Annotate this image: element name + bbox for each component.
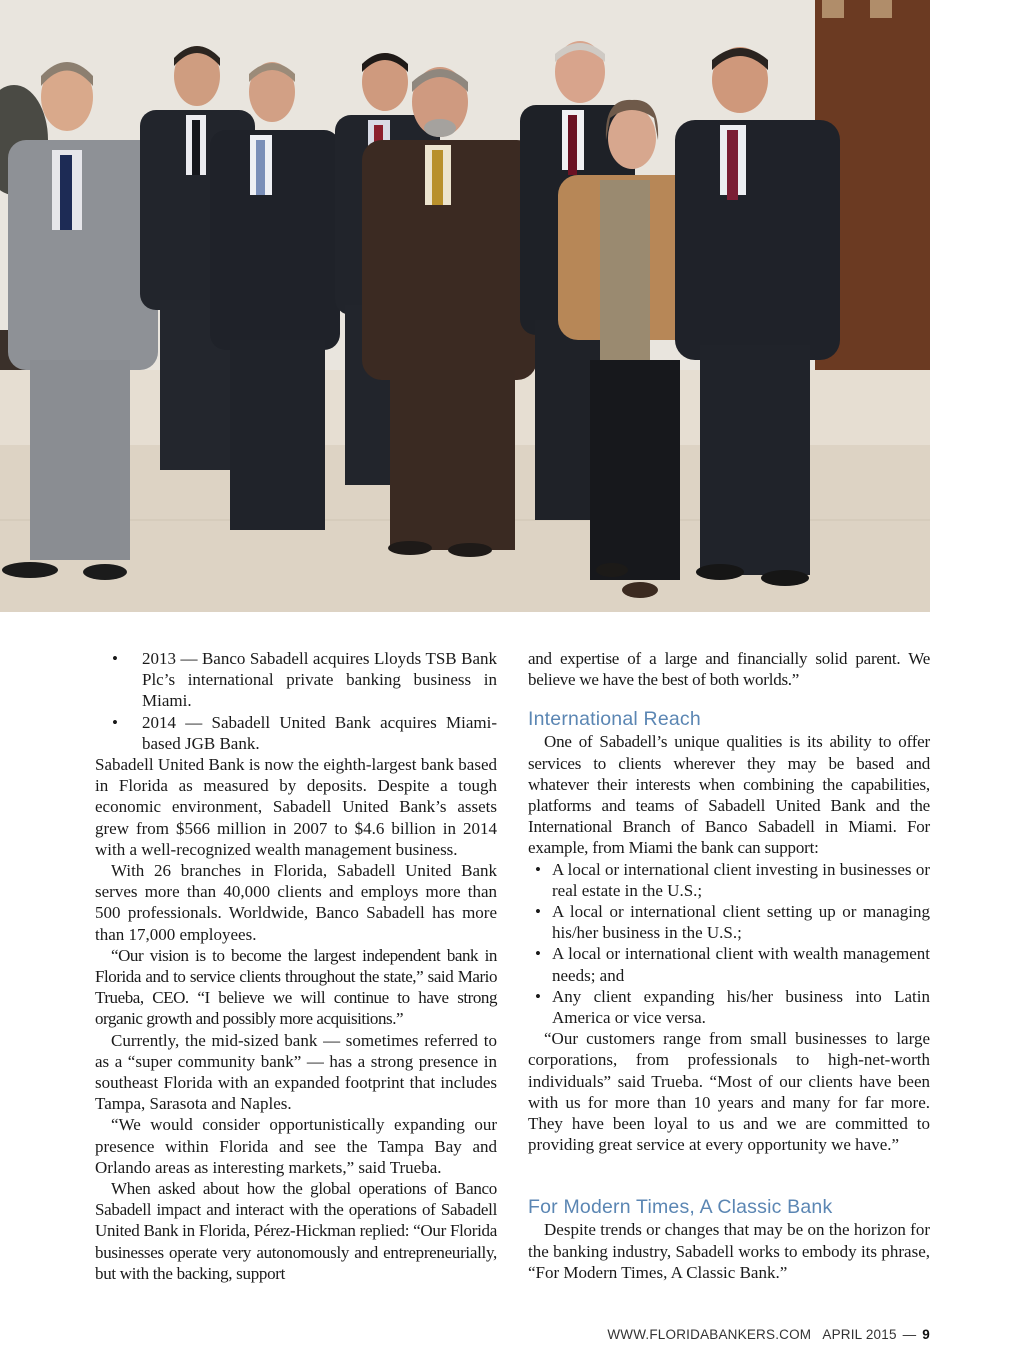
page-number: 9 bbox=[922, 1327, 930, 1342]
body-paragraph: “We would consider opportunistically expanding our presence within Florida and see the Tampa Bay and Orlando areas as interesting markets,” said Trueba. bbox=[95, 1115, 497, 1177]
timeline-item bbox=[95, 648, 497, 712]
body-paragraph: Currently, the mid-sized bank — sometimes referred to as a “super community bank” — has a strong presence in southeast Florida with an expanded footprint that includes Tampa, Sarasota and Naples. bbox=[95, 1030, 497, 1114]
article-left-column bbox=[95, 648, 497, 1284]
services-list-item-text: A local or international client investing in businesses or real estate in the U.S.; bbox=[552, 859, 930, 900]
bullet-marker: • bbox=[535, 944, 541, 964]
bullet-marker: • bbox=[535, 859, 541, 879]
services-list-item bbox=[528, 986, 930, 1028]
timeline-list bbox=[95, 648, 497, 754]
timeline-item-text: 2013 — Banco Sabadell acquires Lloyds TSB Bank Plc’s international private banking business in Miami. bbox=[142, 649, 497, 711]
timeline-item-text: 2014 — Sabadell United Bank acquires Miami-based JGB Bank. bbox=[142, 712, 497, 753]
body-paragraph: Sabadell United Bank is now the eighth-largest bank based in Florida as measured by deposits. Despite a tough economic environment, Sabadell United Bank’s assets grew from $566 million in 2007 to $4.6 billion in 2014 with a well-recognized wealth management business. bbox=[95, 755, 497, 859]
page-footer bbox=[607, 1327, 930, 1342]
footer-website: WWW.FLORIDABANKERS.COM bbox=[607, 1327, 812, 1342]
section-heading-international-reach: International Reach bbox=[528, 708, 701, 731]
footer-separator: — bbox=[902, 1327, 917, 1342]
services-list bbox=[528, 859, 930, 1029]
body-paragraph: “Our vision is to become the largest independent bank in Florida and to service clients throughout the state,” said Mario Trueba, CEO. “I believe we will continue to have strong organic growth and possibly more acquisitions.” bbox=[95, 945, 497, 1029]
body-paragraph: When asked about how the global operations of Banco Sabadell impact and interact with the operations of Sabadell United Bank in Florida, Pérez-Hickman replied: “Our Florida businesses operate very autonomously and entrepreneurially, but with the backing, support bbox=[95, 1179, 497, 1283]
article-right-column bbox=[528, 648, 930, 1283]
bullet-marker: • bbox=[112, 649, 118, 668]
services-list-item-text: Any client expanding his/her business into Latin America or vice versa. bbox=[552, 986, 930, 1028]
group-photo bbox=[0, 0, 930, 612]
group-photo-illustration bbox=[0, 0, 930, 612]
body-paragraph: Despite trends or changes that may be on the horizon for the banking industry, Sabadell works to embody its phrase, “For Modern Times, A Classic Bank.” bbox=[528, 1220, 930, 1282]
footer-issue-date: APRIL 2015 bbox=[822, 1327, 897, 1342]
body-paragraph: One of Sabadell’s unique qualities is its ability to offer services to clients wherever they may be based and whatever their interests when combining the capabilities, platforms and teams of Sabadell United Bank and the International Branch of Banco Sabadell in Miami. For example, from Miami the bank can support: bbox=[528, 732, 930, 858]
services-list-item bbox=[528, 901, 930, 943]
timeline-item bbox=[95, 712, 497, 754]
bullet-marker: • bbox=[535, 986, 541, 1006]
services-list-item-text: A local or international client with wealth management needs; and bbox=[552, 944, 930, 985]
body-paragraph: With 26 branches in Florida, Sabadell United Bank serves more than 40,000 clients and employs more than 500 professionals. Worldwide, Banco Sabadell has more than 17,000 employees. bbox=[95, 861, 497, 944]
bullet-marker: • bbox=[535, 902, 541, 922]
section-heading-classic-bank: For Modern Times, A Classic Bank bbox=[528, 1196, 833, 1219]
services-list-item bbox=[528, 859, 930, 901]
body-paragraph: “Our customers range from small businesses to large corporations, from professionals to high-net-worth individuals” said Trueba. “Most of our clients have been with us for more than 10 years and many for far more. They have been loyal to us and we are committed to providing great service at every opportunity we have.” bbox=[528, 1029, 930, 1155]
services-list-item-text: A local or international client setting up or managing his/her business in the U.S.; bbox=[552, 902, 930, 943]
body-paragraph-continued: and expertise of a large and financially solid parent. We believe we have the best of both worlds.” bbox=[528, 649, 930, 690]
services-list-item bbox=[528, 943, 930, 985]
bullet-marker: • bbox=[112, 712, 118, 732]
